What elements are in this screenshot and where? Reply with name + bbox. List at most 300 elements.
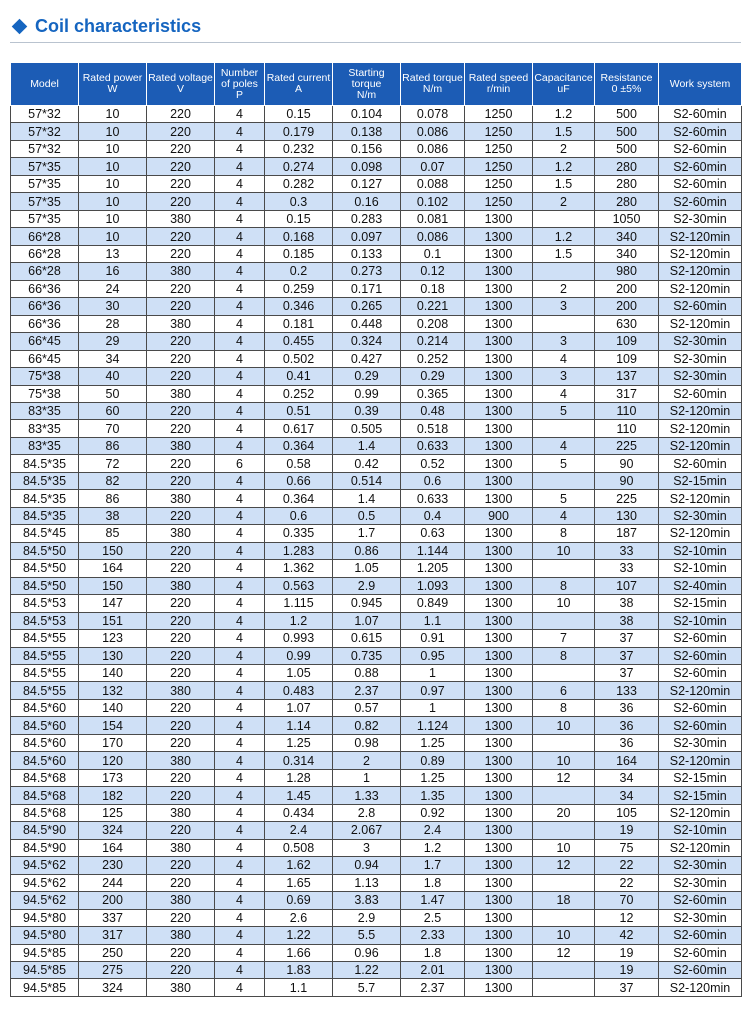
table-cell: 8: [533, 647, 595, 664]
table-cell: 94.5*85: [11, 979, 79, 996]
table-cell: 1300: [465, 665, 533, 682]
table-cell: 0.15: [265, 106, 333, 123]
table-cell: 83*35: [11, 437, 79, 454]
table-cell: S2-60min: [659, 927, 742, 944]
table-cell: 250: [79, 944, 147, 961]
table-cell: 19: [595, 822, 659, 839]
column-header-line: Work system: [669, 77, 731, 90]
table-cell: 220: [147, 769, 215, 786]
table-cell: 154: [79, 717, 147, 734]
table-cell: 164: [595, 752, 659, 769]
table-cell: 6: [533, 682, 595, 699]
table-cell: 225: [595, 490, 659, 507]
table-cell: 220: [147, 734, 215, 751]
table-cell: 105: [595, 804, 659, 821]
table-row: [11, 106, 742, 123]
table-cell: 1300: [465, 490, 533, 507]
table-cell: 1300: [465, 734, 533, 751]
table-cell: 120: [79, 752, 147, 769]
table-row: [11, 682, 742, 699]
table-cell: [533, 787, 595, 804]
table-cell: 220: [147, 123, 215, 140]
table-cell: 4: [215, 647, 265, 664]
table-cell: 140: [79, 665, 147, 682]
table-cell: 380: [147, 490, 215, 507]
table-cell: 0.91: [401, 630, 465, 647]
table-cell: 4: [215, 245, 265, 262]
table-cell: 1.8: [401, 944, 465, 961]
table-cell: 0.086: [401, 228, 465, 245]
column-header-line: Rated power: [82, 72, 143, 84]
table-cell: 220: [147, 630, 215, 647]
table-cell: 130: [79, 647, 147, 664]
table-cell: 1250: [465, 140, 533, 157]
table-body: [11, 106, 742, 997]
table-cell: 0.282: [265, 175, 333, 192]
table-cell: 220: [147, 665, 215, 682]
table-cell: 4: [215, 175, 265, 192]
table-cell: 0.259: [265, 280, 333, 297]
header-row: [11, 63, 742, 106]
column-header-line: N/m: [422, 83, 443, 95]
table-cell: 84.5*55: [11, 630, 79, 647]
table-cell: S2-60min: [659, 630, 742, 647]
table-cell: 66*36: [11, 280, 79, 297]
table-cell: [533, 472, 595, 489]
table-cell: 57*32: [11, 140, 79, 157]
table-row: [11, 839, 742, 856]
table-cell: 317: [79, 927, 147, 944]
table-cell: S2-60min: [659, 123, 742, 140]
table-cell: 84.5*45: [11, 525, 79, 542]
table-cell: 0.96: [333, 944, 401, 961]
table-cell: 10: [533, 752, 595, 769]
table-cell: 4: [215, 979, 265, 996]
table-cell: 1: [401, 665, 465, 682]
table-cell: 0.66: [265, 472, 333, 489]
table-cell: 1.33: [333, 787, 401, 804]
table-cell: 4: [215, 106, 265, 123]
table-cell: 1.144: [401, 542, 465, 559]
column-header: [215, 63, 265, 106]
table-cell: 1.22: [333, 961, 401, 978]
table-cell: 220: [147, 455, 215, 472]
table-row: [11, 612, 742, 629]
table-row: [11, 263, 742, 280]
table-cell: 220: [147, 909, 215, 926]
column-header-line: N/m: [356, 88, 377, 101]
table-cell: S2-30min: [659, 210, 742, 227]
table-row: [11, 507, 742, 524]
table-cell: 57*35: [11, 175, 79, 192]
table-cell: 380: [147, 682, 215, 699]
table-cell: 0.15: [265, 210, 333, 227]
table-cell: [533, 961, 595, 978]
table-cell: 337: [79, 909, 147, 926]
table-cell: S2-120min: [659, 752, 742, 769]
table-cell: 2: [533, 140, 595, 157]
table-cell: 0.4: [401, 507, 465, 524]
table-cell: 0.081: [401, 210, 465, 227]
table-cell: 84.5*60: [11, 699, 79, 716]
table-cell: 0.82: [333, 717, 401, 734]
table-cell: 280: [595, 175, 659, 192]
table-cell: [533, 420, 595, 437]
table-cell: 60: [79, 402, 147, 419]
table-cell: 84.5*68: [11, 769, 79, 786]
table-cell: S2-30min: [659, 734, 742, 751]
table-cell: 84.5*90: [11, 822, 79, 839]
table-cell: 4: [215, 961, 265, 978]
table-cell: 340: [595, 228, 659, 245]
table-cell: 220: [147, 402, 215, 419]
column-header-line: uF: [557, 83, 570, 95]
table-cell: 84.5*60: [11, 717, 79, 734]
table-cell: [533, 560, 595, 577]
table-cell: 12: [533, 944, 595, 961]
table-cell: 0.633: [401, 437, 465, 454]
table-cell: 0.364: [265, 437, 333, 454]
table-cell: 94.5*62: [11, 857, 79, 874]
table-cell: 900: [465, 507, 533, 524]
table-cell: 4: [533, 507, 595, 524]
table-cell: 220: [147, 245, 215, 262]
table-cell: [533, 822, 595, 839]
table-cell: 150: [79, 542, 147, 559]
table-cell: 0.52: [401, 455, 465, 472]
table-cell: 1300: [465, 874, 533, 891]
table-cell: 1.35: [401, 787, 465, 804]
table-row: [11, 368, 742, 385]
table-cell: 1.205: [401, 560, 465, 577]
table-cell: 220: [147, 280, 215, 297]
table-cell: 8: [533, 577, 595, 594]
table-cell: 4: [215, 140, 265, 157]
table-cell: S2-120min: [659, 263, 742, 280]
table-cell: 2.4: [265, 822, 333, 839]
table-cell: 1300: [465, 839, 533, 856]
table-cell: 109: [595, 333, 659, 350]
table-cell: 36: [595, 734, 659, 751]
table-cell: 380: [147, 839, 215, 856]
table-cell: 220: [147, 507, 215, 524]
table-cell: 10: [79, 140, 147, 157]
table-cell: 84.5*50: [11, 577, 79, 594]
table-cell: S2-120min: [659, 402, 742, 419]
table-cell: 0.232: [265, 140, 333, 157]
table-row: [11, 228, 742, 245]
table-cell: 500: [595, 106, 659, 123]
table-cell: 10: [79, 158, 147, 175]
table-cell: S2-120min: [659, 228, 742, 245]
table-cell: 0.221: [401, 298, 465, 315]
table-cell: 0.252: [401, 350, 465, 367]
table-cell: 0.364: [265, 490, 333, 507]
table-cell: 0.086: [401, 123, 465, 140]
table-cell: 0.214: [401, 333, 465, 350]
table-cell: S2-60min: [659, 455, 742, 472]
table-cell: 84.5*55: [11, 682, 79, 699]
table-cell: 1300: [465, 560, 533, 577]
table-cell: 34: [595, 769, 659, 786]
table-cell: 10: [533, 839, 595, 856]
table-cell: 164: [79, 839, 147, 856]
table-cell: S2-60min: [659, 665, 742, 682]
table-cell: 84.5*50: [11, 560, 79, 577]
table-cell: 1300: [465, 595, 533, 612]
table-cell: 0.633: [401, 490, 465, 507]
table-cell: 123: [79, 630, 147, 647]
table-cell: 0.088: [401, 175, 465, 192]
table-cell: 70: [595, 892, 659, 909]
table-cell: 84.5*35: [11, 507, 79, 524]
table-cell: 110: [595, 402, 659, 419]
table-row: [11, 472, 742, 489]
table-cell: 107: [595, 577, 659, 594]
table-cell: 220: [147, 298, 215, 315]
table-cell: 4: [215, 630, 265, 647]
table-cell: 3: [533, 333, 595, 350]
table-cell: 10: [79, 175, 147, 192]
table-cell: 1300: [465, 420, 533, 437]
table-cell: 84.5*90: [11, 839, 79, 856]
page-title: Coil characteristics: [35, 15, 202, 36]
table-cell: 4: [215, 490, 265, 507]
table-cell: S2-60min: [659, 647, 742, 664]
table-cell: 4: [533, 437, 595, 454]
table-cell: 4: [215, 333, 265, 350]
table-cell: 0.99: [333, 385, 401, 402]
table-cell: 500: [595, 123, 659, 140]
table-cell: 4: [215, 927, 265, 944]
table-cell: [533, 210, 595, 227]
table-cell: 220: [147, 350, 215, 367]
table-cell: 380: [147, 752, 215, 769]
table-cell: 1.22: [265, 927, 333, 944]
table-cell: 1300: [465, 525, 533, 542]
table-cell: 4: [215, 857, 265, 874]
table-cell: 2.33: [401, 927, 465, 944]
table-cell: 1250: [465, 106, 533, 123]
table-row: [11, 577, 742, 594]
table-cell: S2-30min: [659, 507, 742, 524]
table-cell: 1.05: [333, 560, 401, 577]
table-cell: 75*38: [11, 368, 79, 385]
table-cell: S2-60min: [659, 892, 742, 909]
table-cell: 1.5: [533, 175, 595, 192]
table-cell: 0.3: [265, 193, 333, 210]
table-cell: 380: [147, 263, 215, 280]
table-cell: 173: [79, 769, 147, 786]
table-cell: 0.502: [265, 350, 333, 367]
table-cell: 0.283: [333, 210, 401, 227]
table-cell: S2-120min: [659, 315, 742, 332]
table-cell: 2.9: [333, 909, 401, 926]
table-cell: 2.6: [265, 909, 333, 926]
table-cell: 1.07: [333, 612, 401, 629]
table-cell: 3.83: [333, 892, 401, 909]
table-cell: 70: [79, 420, 147, 437]
table-cell: 0.735: [333, 647, 401, 664]
table-cell: 340: [595, 245, 659, 262]
table-cell: 1.2: [533, 106, 595, 123]
table-cell: 4: [215, 787, 265, 804]
table-cell: 1250: [465, 158, 533, 175]
table-cell: 75: [595, 839, 659, 856]
table-row: [11, 769, 742, 786]
table-cell: 4: [215, 420, 265, 437]
column-header-line: Model: [30, 77, 59, 90]
table-cell: [533, 315, 595, 332]
table-cell: 4: [215, 682, 265, 699]
table-cell: 84.5*55: [11, 647, 79, 664]
table-cell: 133: [595, 682, 659, 699]
table-cell: 1300: [465, 437, 533, 454]
table-cell: 12: [533, 857, 595, 874]
table-cell: 220: [147, 333, 215, 350]
table-cell: 1.115: [265, 595, 333, 612]
table-cell: 0.89: [401, 752, 465, 769]
table-cell: 10: [533, 595, 595, 612]
table-cell: 1300: [465, 385, 533, 402]
table-row: [11, 350, 742, 367]
table-cell: 0.88: [333, 665, 401, 682]
table-cell: 4: [215, 507, 265, 524]
table-cell: 24: [79, 280, 147, 297]
table-cell: 1.2: [533, 158, 595, 175]
table-cell: 220: [147, 717, 215, 734]
table-cell: 220: [147, 647, 215, 664]
table-cell: 0.6: [401, 472, 465, 489]
table-cell: 84.5*68: [11, 787, 79, 804]
table-cell: 84.5*50: [11, 542, 79, 559]
table-cell: 57*32: [11, 123, 79, 140]
table-cell: [533, 909, 595, 926]
table-cell: 50: [79, 385, 147, 402]
table-cell: S2-30min: [659, 333, 742, 350]
table-cell: 0.208: [401, 315, 465, 332]
table-cell: S2-120min: [659, 420, 742, 437]
table-row: [11, 385, 742, 402]
table-row: [11, 647, 742, 664]
table-cell: 1300: [465, 699, 533, 716]
table-row: [11, 298, 742, 315]
table-cell: 22: [595, 857, 659, 874]
table-cell: 66*36: [11, 315, 79, 332]
table-cell: 220: [147, 368, 215, 385]
table-cell: 220: [147, 822, 215, 839]
table-cell: 220: [147, 228, 215, 245]
table-cell: 280: [595, 193, 659, 210]
column-header: [79, 63, 147, 106]
table-cell: 4: [215, 298, 265, 315]
table-cell: 3: [333, 839, 401, 856]
table-row: [11, 140, 742, 157]
table-cell: 90: [595, 455, 659, 472]
table-cell: S2-120min: [659, 525, 742, 542]
table-cell: 85: [79, 525, 147, 542]
table-cell: 1.13: [333, 874, 401, 891]
table-cell: 0.993: [265, 630, 333, 647]
table-cell: 7: [533, 630, 595, 647]
table-cell: 4: [215, 577, 265, 594]
table-cell: 220: [147, 857, 215, 874]
table-cell: 4: [215, 437, 265, 454]
table-cell: 0.2: [265, 263, 333, 280]
table-cell: 1300: [465, 822, 533, 839]
table-cell: 4: [215, 158, 265, 175]
table-cell: [533, 734, 595, 751]
table-cell: 13: [79, 245, 147, 262]
table-cell: 4: [215, 525, 265, 542]
table-cell: 1.362: [265, 560, 333, 577]
table-row: [11, 630, 742, 647]
table-cell: 38: [595, 595, 659, 612]
table-row: [11, 245, 742, 262]
table-cell: 1300: [465, 769, 533, 786]
table-cell: 0.6: [265, 507, 333, 524]
table-cell: 140: [79, 699, 147, 716]
table-cell: 2.37: [333, 682, 401, 699]
table-cell: 4: [215, 804, 265, 821]
table-cell: 0.07: [401, 158, 465, 175]
table-cell: 1300: [465, 228, 533, 245]
table-cell: 0.57: [333, 699, 401, 716]
table-row: [11, 437, 742, 454]
table-cell: 0.41: [265, 368, 333, 385]
table-cell: 182: [79, 787, 147, 804]
table-cell: 33: [595, 542, 659, 559]
table-cell: S2-60min: [659, 961, 742, 978]
table-cell: 1300: [465, 804, 533, 821]
table-cell: 1300: [465, 402, 533, 419]
table-cell: 4: [215, 612, 265, 629]
table-cell: 0.127: [333, 175, 401, 192]
table-cell: 36: [595, 717, 659, 734]
table-cell: 4: [215, 542, 265, 559]
table-cell: 1.07: [265, 699, 333, 716]
table-cell: S2-60min: [659, 158, 742, 175]
table-cell: 1300: [465, 682, 533, 699]
table-cell: 1.25: [265, 734, 333, 751]
table-row: [11, 280, 742, 297]
table-cell: 4: [215, 874, 265, 891]
table-cell: 0.39: [333, 402, 401, 419]
table-cell: 1.4: [333, 437, 401, 454]
table-cell: 4: [215, 909, 265, 926]
table-cell: 0.455: [265, 333, 333, 350]
table-cell: 1.093: [401, 577, 465, 594]
column-header-line: Number: [220, 66, 259, 79]
table-cell: S2-120min: [659, 682, 742, 699]
table-cell: 1300: [465, 647, 533, 664]
table-cell: 1.5: [533, 245, 595, 262]
column-header-line: Starting torque: [348, 66, 385, 90]
table-cell: 30: [79, 298, 147, 315]
table-cell: 66*28: [11, 245, 79, 262]
table-cell: 84.5*35: [11, 472, 79, 489]
table-cell: 2.067: [333, 822, 401, 839]
table-cell: 5.7: [333, 979, 401, 996]
table-cell: 4: [215, 368, 265, 385]
table-cell: 0.179: [265, 123, 333, 140]
table-cell: 0.346: [265, 298, 333, 315]
table-cell: 8: [533, 525, 595, 542]
table-cell: 0.58: [265, 455, 333, 472]
table-cell: 1300: [465, 857, 533, 874]
table-cell: 220: [147, 542, 215, 559]
table-cell: 0.252: [265, 385, 333, 402]
